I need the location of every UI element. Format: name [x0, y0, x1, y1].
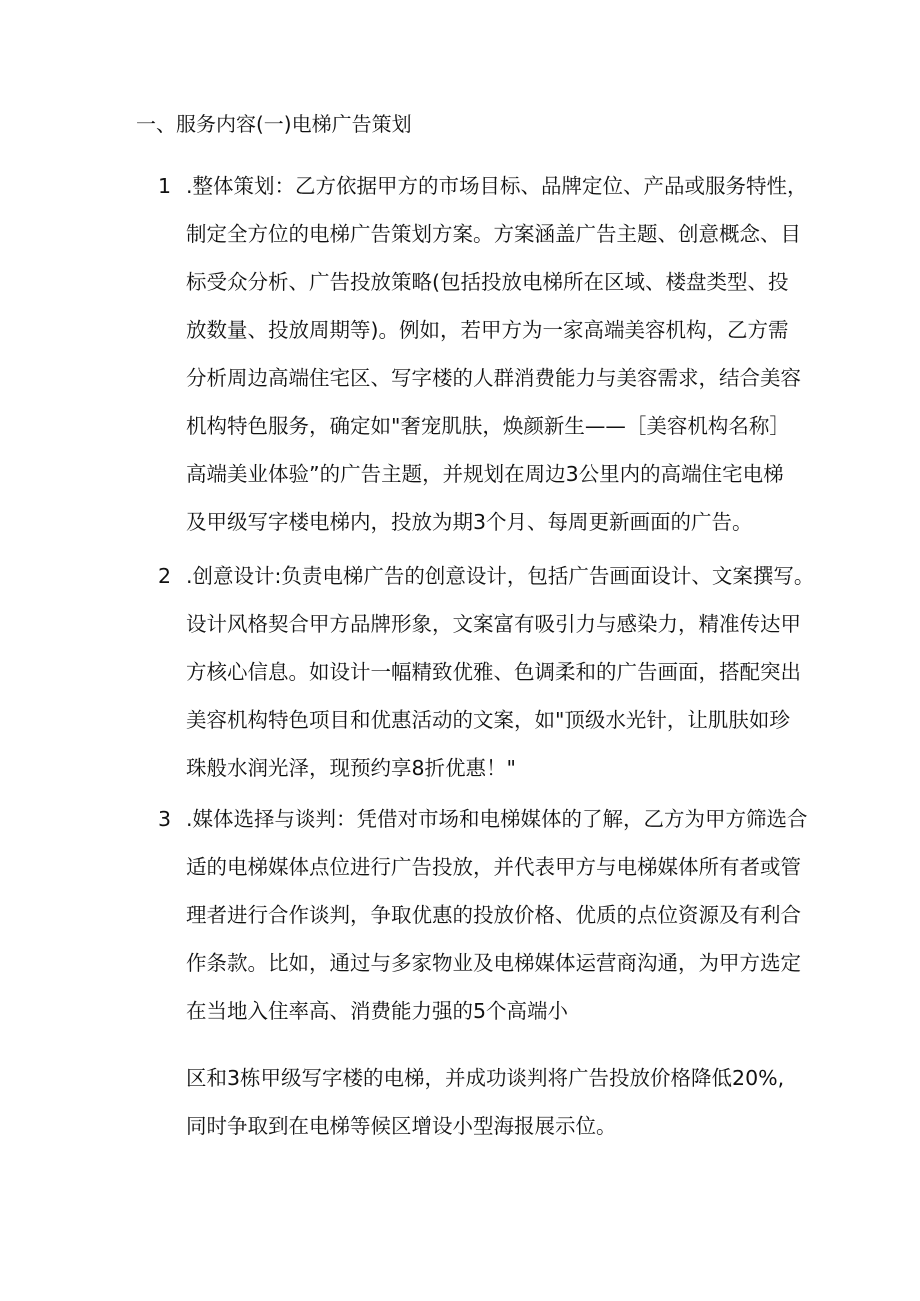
paragraph-line: 适的电梯媒体点位进行广告投放，并代表甲方与电梯媒体所有者或管 — [186, 855, 801, 879]
list-item-creative-design — [158, 552, 815, 792]
section-heading: 一、服务内容(一)电梯广告策划 — [136, 112, 412, 136]
paragraph-line: 放数量、投放周期等)。例如，若甲方为一家高端美容机构，乙方需 — [186, 318, 789, 342]
paragraph-line: .创意设计:负责电梯广告的创意设计，包括广告画面设计、文案撰写。 — [186, 564, 815, 588]
paragraph-line: 标受众分析、广告投放策略(包括投放电梯所在区域、楼盘类型、投 — [186, 270, 789, 294]
paragraph-line: 分析周边高端住宅区、写字楼的人群消费能力与美容需求，结合美容 — [186, 366, 801, 390]
paragraph-line: 区和3栋甲级写字楼的电梯，并成功谈判将广告投放价格降低20%, — [186, 1066, 785, 1090]
paragraph-line: .整体策划：乙方依据甲方的市场目标、品牌定位、产品或服务特性， — [186, 174, 808, 198]
paragraph-line: 制定全方位的电梯广告策划方案。方案涵盖广告主题、创意概念、目 — [186, 222, 801, 246]
paragraph-line: 珠般水润光泽，现预约享8折优惠！" — [186, 756, 516, 780]
paragraph-line: 理者进行合作谈判，争取优惠的投放价格、优质的点位资源及有利合 — [186, 903, 801, 927]
paragraph-line: 设计风格契合甲方品牌形象，文案富有吸引力与感染力，精准传达甲 — [186, 612, 801, 636]
paragraph-line: .媒体选择与谈判：凭借对市场和电梯媒体的了解，乙方为甲方筛选合 — [186, 807, 808, 831]
paragraph-line: 在当地入住率高、消费能力强的5个高端小 — [186, 999, 569, 1023]
item-number: 1 — [158, 174, 172, 198]
paragraph-line: 同时争取到在电梯等候区增设小型海报展示位。 — [186, 1114, 617, 1138]
paragraph-line: 美容机构特色项目和优惠活动的文案，如"顶级水光针，让肌肤如珍 — [186, 708, 790, 732]
list-item-overall-planning — [158, 162, 808, 546]
paragraph-line: 及甲级写字楼电梯内，投放为期3个月、每周更新画面的广告。 — [186, 510, 753, 534]
paragraph-line: 机构特色服务，确定如"奢宠肌肤，焕颜新生——［美容机构名称］ — [186, 414, 790, 438]
continuation-paragraph — [186, 1054, 806, 1150]
list-item-media-selection — [158, 795, 808, 1035]
paragraph-line: 作条款。比如，通过与多家物业及电梯媒体运营商沟通，为甲方选定 — [186, 951, 801, 975]
item-number: 3 — [158, 807, 172, 831]
item-number: 2 — [158, 564, 172, 588]
paragraph-line: 方核心信息。如设计一幅精致优雅、色调柔和的广告画面，搭配突出 — [186, 660, 801, 684]
paragraph-line: 高端美业体验”的广告主题，并规划在周边3公里内的高端住宅电梯 — [186, 462, 784, 486]
